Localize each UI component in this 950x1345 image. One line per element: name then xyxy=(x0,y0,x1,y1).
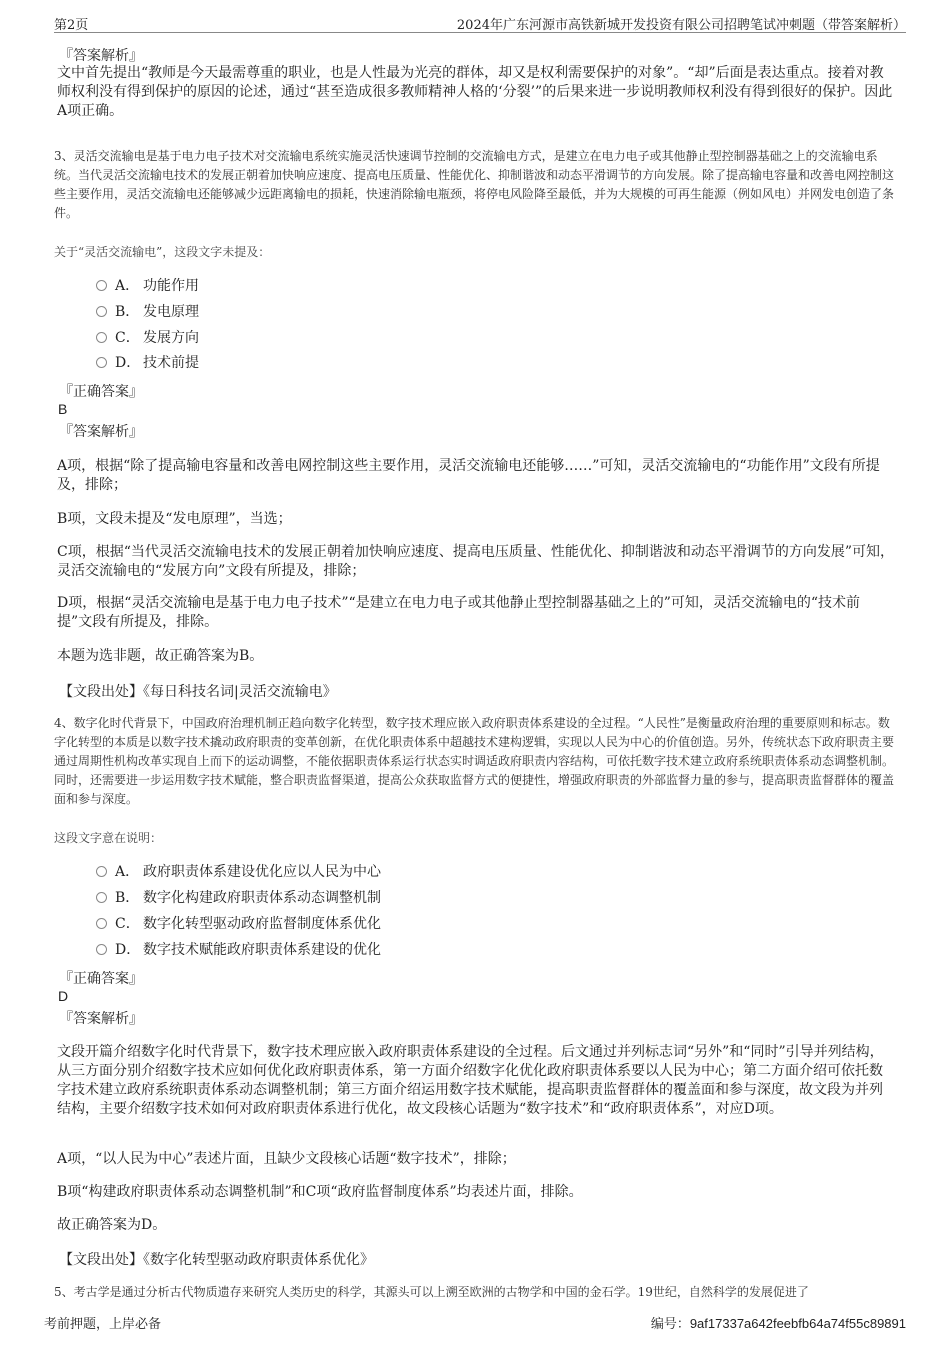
question-3-option-d[interactable]: D． 技术前提 xyxy=(96,353,199,373)
radio-icon[interactable] xyxy=(96,944,107,955)
radio-icon[interactable] xyxy=(96,280,107,291)
question-3-analysis-conclusion: 本题为选非题，故正确答案为B。 xyxy=(57,648,264,664)
footer-slogan: 考前押题，上岸必备 xyxy=(44,1317,162,1332)
question-4-option-a[interactable]: A． 政府职责体系建设优化应以人民为中心 xyxy=(96,862,381,882)
question-3-option-b[interactable]: B． 发电原理 xyxy=(96,302,199,322)
question-4-analysis-a: A项，“以人民为中心”表述片面，且缺少文段核心话题“数字技术”，排除； xyxy=(57,1151,516,1167)
question-4-option-c[interactable]: C． 数字化转型驱动政府监督制度体系优化 xyxy=(96,914,381,934)
question-4-text: 4、数字化时代背景下，中国政府治理机制正趋向数字化转型，数字技术理应嵌入政府职责体系建设的全过程。“人民性”是衡量政府治理的重要原则和标志。数字化转型的本质是以数字技术撬动政府职责的变革创新，在优化职责体系中超越技术建构逻辑，实现以人民为中心的价值创造。另外，传统状态下政府职责主要通过周期性机构改革实现自上而下的运动调整，不能依据职责体系运行状态实时调适政府职责内容结构，可依托数字技术建立政府系统职责体系动态调整机制。同时，还需要进一步运用数字技术赋能，整合职责监督渠道，提高公众获取监督方式的便捷性，增强政府职责的外部监督力量的参与，提高职责监督群体的覆盖面和参与深度。 xyxy=(54,716,895,806)
page-header xyxy=(54,12,906,33)
question-4-source: 【文段出处】《数字化转型驱动政府职责体系优化》 xyxy=(59,1252,374,1268)
question-4-analysis-main: 文段开篇介绍数字化时代背景下，数字技术理应嵌入政府职责体系建设的全过程。后文通过并列标志词“另外”和“同时”引导并列结构，从三方面分别介绍数字技术应如何优化政府职责体系，第一方面介绍数字化优化政府职责体系要以人民为中心；第二方面介绍可依托数字技术建立政府系统职责体系动态调整机制；第三方面介绍运用数字技术赋能，提高职责监督群体的覆盖面和参与深度，故文段为并列结构，主要介绍数字技术如何对政府职责体系进行优化，故文段核心话题为“数字技术”和“政府职责体系”，对应D项。 xyxy=(57,1044,884,1117)
question-3-source: 【文段出处】《每日科技名词|灵活交流输电》 xyxy=(59,684,337,700)
question-4-answer: D xyxy=(58,988,69,1004)
question-3-prompt: 关于“灵活交流输电”，这段文字未提及： xyxy=(54,245,271,259)
question-3-analysis-label: 『答案解析』 xyxy=(59,424,143,440)
question-3-text: 3、灵活交流输电是基于电力电子技术对交流输电系统实施灵活快速调节控制的交流输电方式，是建立在电力电子或其他静止型控制器基础之上的交流输电系统。当代灵活交流输电技术的发展正朝着加快响应速度、提高电压质量、性能优化、抑制谐波和动态平滑调节的方向发展。除了提高输电容量和改善电网控制这些主要作用，灵活交流输电还能够减少远距离输电的损耗，快速消除输电瓶颈，将停电风险降至最低，并为大规模的可再生能源（例如风电）并网发电创造了条件。 xyxy=(54,149,895,220)
question-3-analysis-d: D项，根据“灵活交流输电是基于电力电子技术”“是建立在电力电子或其他静止型控制器基础之上的”可知，灵活交流输电的“技术前提”文段有所提及，排除。 xyxy=(57,595,861,630)
question-4-option-b[interactable]: B． 数字化构建政府职责体系动态调整机制 xyxy=(96,888,381,908)
page-number: 第2页 xyxy=(54,18,89,33)
question-4-analysis-bc: B项“构建政府职责体系动态调整机制”和C项“政府监督制度体系”均表述片面，排除。 xyxy=(57,1184,583,1200)
question-3-analysis-c: C项，根据“当代灵活交流输电技术的发展正朝着加快响应速度、提高电压质量、性能优化、抑制谐波和动态平滑调节的方向发展”可知，灵活交流输电的“发展方向”文段有所提及，排除； xyxy=(57,544,895,579)
question-5-text: 5、考古学是通过分析古代物质遗存来研究人类历史的科学，其源头可以上溯至欧洲的古物学和中国的金石学。19世纪，自然科学的发展促进了 xyxy=(54,1285,809,1299)
question-4-analysis-conclusion: 故正确答案为D。 xyxy=(57,1217,167,1233)
question-3-answer: B xyxy=(58,401,68,417)
question-4-analysis-label: 『答案解析』 xyxy=(59,1011,143,1027)
question-3-option-c[interactable]: C． 发展方向 xyxy=(96,328,199,348)
prev-analysis-text: 文中首先提出“教师是今天最需尊重的职业，也是人性最为光亮的群体，却又是权利需要保护的对象”。“却”后面是表达重点。接着对教师权利没有得到保护的原因的论述，通过“甚至造成很多教师精神人格的‘分裂’”的后果来进一步说明教师权利没有得到很好的保护。因此A项正确。 xyxy=(57,65,893,119)
radio-icon[interactable] xyxy=(96,866,107,877)
question-3-answer-label: 『正确答案』 xyxy=(59,384,143,400)
radio-icon[interactable] xyxy=(96,892,107,903)
question-4-prompt: 这段文字意在说明： xyxy=(54,831,163,845)
question-4-option-d[interactable]: D． 数字技术赋能政府职责体系建设的优化 xyxy=(96,940,381,960)
prev-analysis-label: 『答案解析』 xyxy=(59,48,143,64)
document-code: 编号：9af17337a642feebfb64a74f55c89891 xyxy=(650,1316,906,1331)
question-3-analysis-a: A项，根据“除了提高输电容量和改善电网控制这些主要作用，灵活交流输电还能够……”可知，灵活交流输电的“功能作用”文段有所提及，排除； xyxy=(57,458,880,493)
radio-icon[interactable] xyxy=(96,357,107,368)
radio-icon[interactable] xyxy=(96,306,107,317)
document-title: 2024年广东河源市高铁新城开发投资有限公司招聘笔试冲刺题（带答案解析） xyxy=(456,18,906,33)
question-4-answer-label: 『正确答案』 xyxy=(59,971,143,987)
question-3-analysis-b: B项，文段未提及“发电原理”，当选； xyxy=(57,511,292,527)
radio-icon[interactable] xyxy=(96,332,107,343)
radio-icon[interactable] xyxy=(96,918,107,929)
question-3-option-a[interactable]: A． 功能作用 xyxy=(96,276,199,296)
